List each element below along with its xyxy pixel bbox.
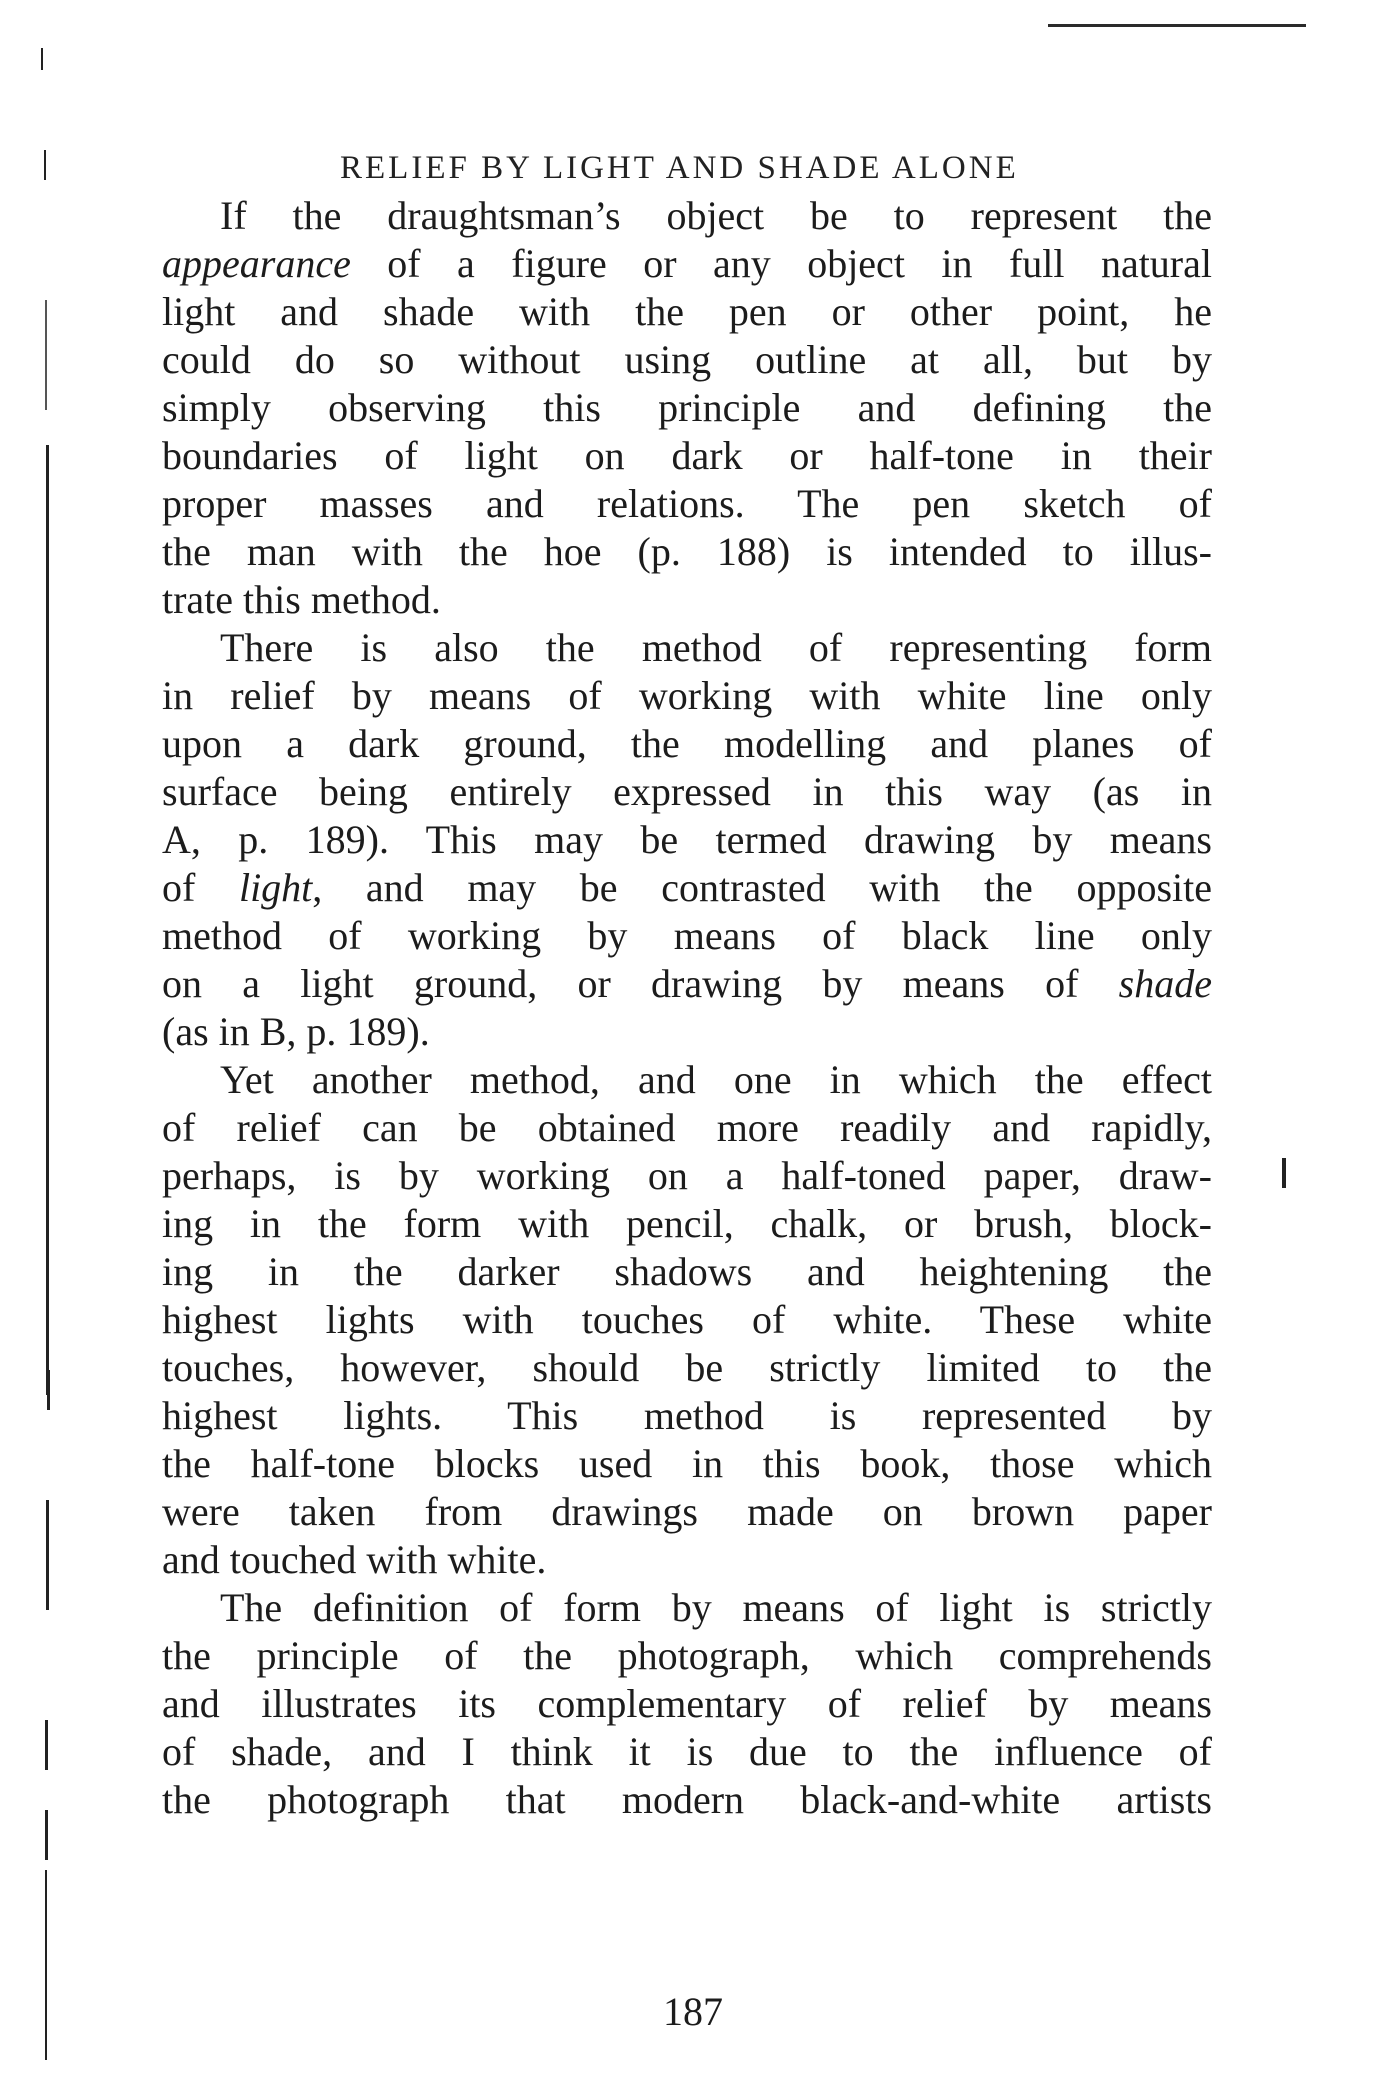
binding-edge-mark [46,445,49,1395]
text-line: (as in B, p. 189). [162,1009,430,1054]
binding-edge-mark [41,48,43,70]
text-line: surface being entirely expressed in this way (as in [162,769,1212,814]
text-line: the half-tone blocks used in this book, those which [162,1441,1212,1486]
text-line: boundaries of light on dark or half-tone in their [162,433,1212,478]
binding-edge-mark [47,1370,50,1410]
text-line: were taken from drawings made on brown paper [162,1489,1212,1534]
running-head: RELIEF BY LIGHT AND SHADE ALONE [340,150,1019,186]
text-line: the photograph that modern black-and-white artists [162,1777,1212,1822]
italic-word: light [238,865,313,910]
text-line: ing in the darker shadows and heightening the [162,1249,1212,1294]
text-line: If the draughtsman’s object be to represent the [220,193,1212,238]
text-line: the man with the hoe (p. 188) is intended to illus- [162,529,1212,574]
text-line: highest lights with touches of white. These white [162,1297,1212,1342]
text-line: of relief can be obtained more readily and rapidly, [162,1105,1212,1150]
binding-edge-mark [44,150,46,180]
text-line: A, p. 189). This may be termed drawing by means [162,817,1212,862]
text-line: in relief by means of working with white line only [162,673,1212,718]
text-line: Yet another method, and one in which the effect [220,1057,1212,1102]
text-line: simply observing this principle and defining the [162,385,1212,430]
page-number: 187 [663,1989,723,2034]
text-line: and touched with white. [162,1537,547,1582]
text-line-with-italic: appearance of a figure or any object in full natural [162,241,1212,286]
binding-edge-mark [45,1720,48,1770]
italic-word: shade [1118,961,1212,1006]
text-line: touches, however, should be strictly limited to the [162,1345,1212,1390]
margin-mark [1282,1158,1286,1188]
binding-edge-mark [45,1870,47,2060]
text-line: light and shade with the pen or other point, he [162,289,1212,334]
text-line: the principle of the photograph, which comprehends [162,1633,1212,1678]
text-line: ing in the form with pencil, chalk, or brush, block- [162,1201,1212,1246]
italic-word: appearance [162,241,351,286]
text-line: highest lights. This method is represented by [162,1393,1212,1438]
text-line: perhaps, is by working on a half-toned paper, draw- [162,1153,1212,1198]
text-line-with-italic: on a light ground, or drawing by means of shade [162,961,1212,1006]
body-text [162,192,1212,1824]
text-line: and illustrates its complementary of relief by means [162,1681,1212,1726]
text-line: proper masses and relations. The pen sketch of [162,481,1212,526]
text-line: method of working by means of black line only [162,913,1212,958]
binding-edge-mark [45,300,47,410]
binding-edge-mark [45,1810,48,1860]
text-line: of shade, and I think it is due to the influence of [162,1729,1212,1774]
text-line: could do so without using outline at all, but by [162,337,1212,382]
text-line: The definition of form by means of light is strictly [220,1585,1212,1630]
text-line-with-italic: of light, and may be contrasted with the opposite [162,865,1212,910]
binding-edge-mark [46,1500,49,1610]
top-rule [1048,24,1306,27]
text-line: upon a dark ground, the modelling and planes of [162,721,1212,766]
text-line: trate this method. [162,577,441,622]
text-line: There is also the method of representing form [220,625,1212,670]
